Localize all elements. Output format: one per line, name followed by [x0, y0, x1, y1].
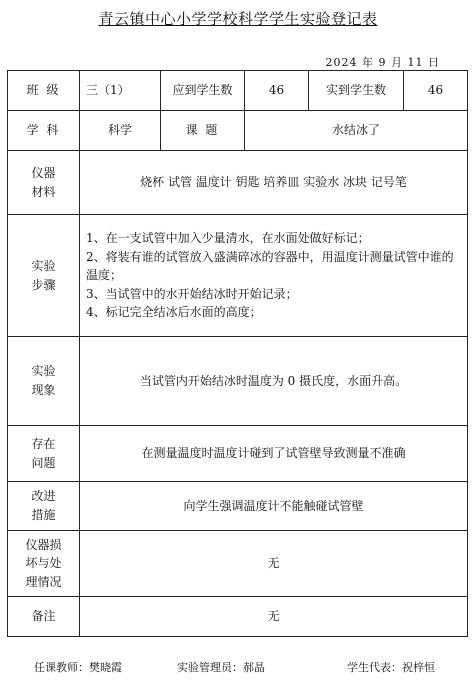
- table-row: [8, 151, 468, 215]
- problem-label: [8, 426, 80, 482]
- steps-label: [8, 215, 80, 337]
- improvement-value: 向学生强调温度计不能触碰试管壁: [80, 482, 468, 531]
- form-title-text: 青云镇中心小学学校科学学生实验登记表: [98, 10, 378, 28]
- form-date: 2024 年 9 月 11 日: [325, 56, 440, 69]
- expected-count-label: 应到学生数: [161, 71, 245, 111]
- problem-label-line: 存在: [31, 436, 56, 451]
- damage-label-line: 坏与处: [25, 556, 62, 571]
- notes-label: 备注: [8, 597, 80, 637]
- improvement-label-line: 改进: [31, 489, 56, 504]
- student-signature: 学生代表：祝梓恒: [347, 661, 435, 674]
- table-row: [8, 215, 468, 337]
- class-value: 三（1）: [80, 71, 161, 111]
- class-label: 班 级: [8, 71, 80, 111]
- problem-label-line: 问题: [31, 455, 56, 470]
- table-row: [8, 111, 468, 151]
- subject-value: 科学: [80, 111, 161, 151]
- phenomenon-value: 当试管内开始结冰时温度为 0 摄氏度，水面升高。: [80, 337, 468, 426]
- table-row: [8, 426, 468, 482]
- damage-label-line: 理情况: [25, 574, 62, 589]
- actual-count-label: 实到学生数: [309, 71, 404, 111]
- subject-label: 学 科: [8, 111, 80, 151]
- step-item: 4、标记完全结冰后水面的高度；: [86, 305, 262, 320]
- table-row: [8, 71, 468, 111]
- table-row: [8, 337, 468, 426]
- equipment-label-line: 材料: [31, 184, 56, 199]
- expected-count-value: 46: [245, 71, 309, 111]
- steps-label-line: 实验: [31, 258, 56, 273]
- equipment-label-line: 仪器: [31, 165, 56, 180]
- damage-label-line: 仪器损: [25, 537, 62, 552]
- equipment-label: [8, 151, 80, 215]
- step-item: 3、当试管中的水开始结冰时开始记录；: [86, 286, 298, 301]
- step-item: 2、将装有谁的试管放入盛满碎冰的容器中，用温度计测量试管中谁的温度；: [86, 249, 454, 283]
- topic-label: 课 题: [161, 111, 245, 151]
- steps-list: [80, 215, 468, 337]
- teacher-signature: 任课教师：樊晓霞: [34, 661, 122, 674]
- problem-value: 在测量温度时温度计碰到了试管壁导致测量不准确: [80, 426, 468, 482]
- step-item: 1、在一支试管中加入少量清水，在水面处做好标记；: [86, 231, 370, 246]
- phenomenon-label: [8, 337, 80, 426]
- improvement-label-line: 措施: [31, 508, 56, 522]
- actual-count-value: 46: [404, 71, 468, 111]
- table-row: [8, 531, 468, 597]
- manager-signature: 实验管理员：郝晶: [177, 661, 265, 674]
- phenomenon-label-line: 实验: [31, 364, 56, 379]
- equipment-value: 烧杯 试管 温度计 钥匙 培养皿 实验水 冰块 记号笔: [80, 151, 468, 215]
- table-row: [8, 597, 468, 637]
- table-row: [8, 482, 468, 531]
- topic-value: 水结冰了: [245, 111, 468, 151]
- form-title: [0, 8, 476, 29]
- damage-value: 无: [80, 531, 468, 597]
- notes-value: 无: [80, 597, 468, 637]
- registration-table: [7, 70, 468, 637]
- damage-label: [8, 531, 80, 597]
- improvement-label: [8, 482, 80, 531]
- steps-label-line: 步骤: [31, 277, 56, 292]
- phenomenon-label-line: 现象: [31, 383, 56, 397]
